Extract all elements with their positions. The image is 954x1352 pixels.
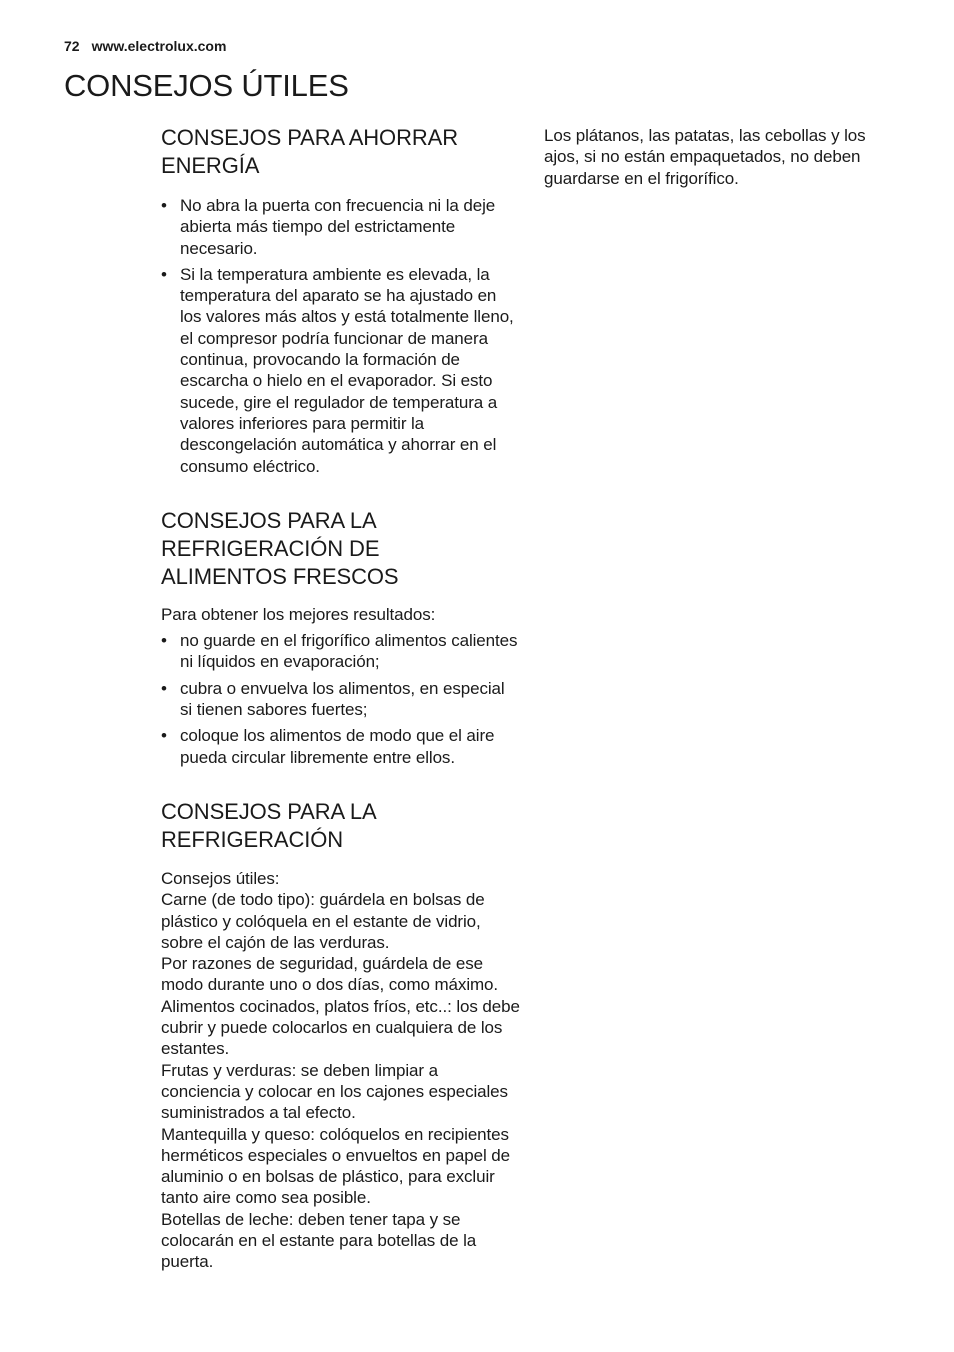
list-item <box>161 630 521 673</box>
right-column <box>544 125 904 189</box>
list-item-text: Si la temperatura ambiente es elevada, la temperatura del aparato se ha ajustado en los valores más altos y está totalmente lleno, el compresor podría funcionar de manera continua, provocando la formación de escarcha o hielo en el evaporador. Si esto sucede, gire el regulador de temperatura a valores inferiores para permitir la descongelación automática y ahorrar en el consumo eléctrico. <box>180 264 514 476</box>
bullet-icon: • <box>161 678 167 698</box>
paragraph: Frutas y verduras: se deben limpiar a conciencia y colocar en los cajones especiales suministrados a tal efecto. <box>161 1060 508 1123</box>
section-heading <box>161 798 521 854</box>
paragraph: Los plátanos, las patatas, las cebollas y los ajos, si no están empaquetados, no deben guardarse en el frigorífico. <box>544 126 866 188</box>
section-fresh-food <box>161 507 521 768</box>
paragraph: Botellas de leche: deben tener tapa y se colocarán en el estante para botellas de la puerta. <box>161 1209 477 1272</box>
paragraph: Consejos útiles: <box>161 868 280 888</box>
heading-line: CONSEJOS PARA LA <box>161 798 377 824</box>
page-header <box>64 38 226 54</box>
left-column <box>161 124 521 1303</box>
section-energy-saving <box>161 124 521 477</box>
paragraph: Carne (de todo tipo): guárdela en bolsas de plástico y colóquela en el estante de vidrio, sobre el cajón de las verduras. <box>161 890 485 952</box>
bullet-list <box>161 195 521 477</box>
bullet-icon: • <box>161 631 167 651</box>
list-item-text: No abra la puerta con frecuencia ni la deje abierta más tiempo del estrictamente necesario. <box>180 196 496 258</box>
website-url: www.electrolux.com <box>91 38 227 54</box>
section-heading <box>161 124 521 180</box>
heading-line: ENERGÍA <box>161 153 260 178</box>
list-item-text: cubra o envuelva los alimentos, en especial si tienen sabores fuertes; <box>180 678 505 720</box>
page-number: 72 <box>64 38 80 54</box>
section-heading <box>161 507 521 591</box>
list-item <box>161 195 521 259</box>
list-item-text: no guarde en el frigorífico alimentos calientes ni líquidos en evaporación; <box>180 631 518 672</box>
paragraph: Alimentos cocinados, platos fríos, etc..: los debe cubrir y puede colocarlos en cualquiera de los estantes. <box>161 996 520 1059</box>
heading-line: REFRIGERACIÓN DE <box>161 535 380 561</box>
bullet-icon: • <box>161 264 167 284</box>
page-title: CONSEJOS ÚTILES <box>64 68 349 103</box>
intro-text: Para obtener los mejores resultados: <box>161 604 436 624</box>
section-refrigeration <box>161 798 521 1273</box>
list-item-text: coloque los alimentos de modo que el aire pueda circular libremente entre ellos. <box>180 726 495 767</box>
bullet-icon: • <box>161 726 167 746</box>
bullet-list <box>161 630 521 768</box>
paragraph: Mantequilla y queso: colóquelos en recipientes herméticos especiales o envueltos en papel de aluminio o en bolsas de plástico, para excluir tanto aire como sea posible. <box>161 1124 510 1208</box>
heading-line: CONSEJOS PARA LA <box>161 507 377 533</box>
list-item <box>161 678 521 721</box>
heading-line: ALIMENTOS FRESCOS <box>161 563 399 589</box>
heading-line: REFRIGERACIÓN <box>161 826 344 852</box>
list-item <box>161 264 521 477</box>
list-item <box>161 725 521 768</box>
bullet-icon: • <box>161 196 167 215</box>
heading-line: CONSEJOS PARA AHORRAR <box>161 125 459 150</box>
paragraph: Por razones de seguridad, guárdela de ese modo durante uno o dos días, como máximo. <box>161 954 499 995</box>
